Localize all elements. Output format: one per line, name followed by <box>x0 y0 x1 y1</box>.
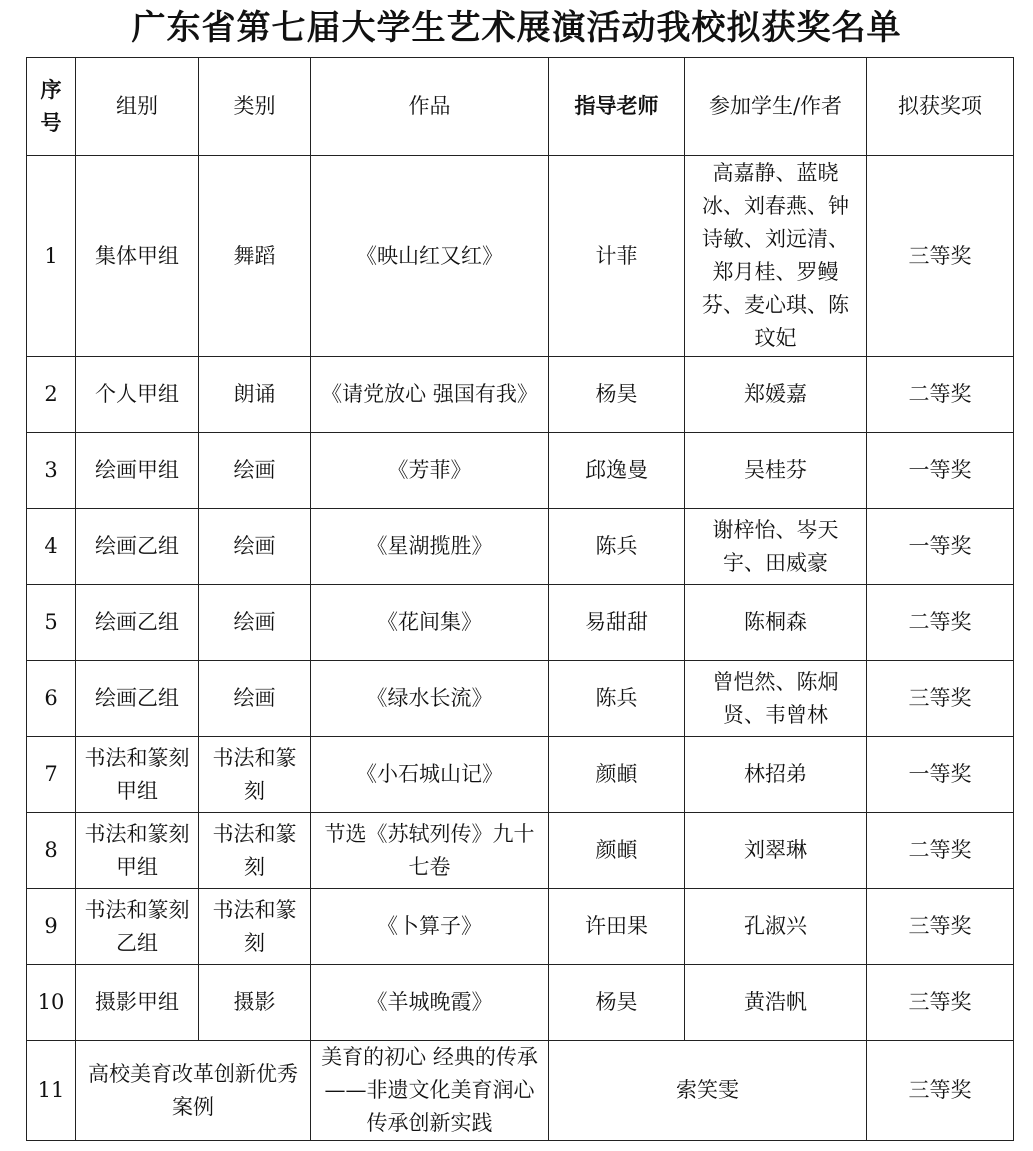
cell-category: 书法和篆刻 <box>199 889 311 965</box>
cell-index: 6 <box>27 661 76 737</box>
cell-award: 二等奖 <box>867 813 1014 889</box>
cell-group: 书法和篆刻甲组 <box>76 737 199 813</box>
cell-group: 集体甲组 <box>76 156 199 357</box>
cell-award: 一等奖 <box>867 509 1014 585</box>
table-row <box>27 357 1014 433</box>
cell-award: 三等奖 <box>867 661 1014 737</box>
cell-category: 书法和篆刻 <box>199 737 311 813</box>
cell-students: 谢梓怡、岑天宇、田威豪 <box>685 509 867 585</box>
cell-group: 绘画乙组 <box>76 661 199 737</box>
table-row <box>27 737 1014 813</box>
cell-work: 节选《苏轼列传》九十七卷 <box>311 813 549 889</box>
cell-students: 陈桐森 <box>685 585 867 661</box>
cell-award: 三等奖 <box>867 965 1014 1041</box>
header-group: 组别 <box>76 58 199 156</box>
cell-work: 《请党放心 强国有我》 <box>311 357 549 433</box>
cell-group: 绘画乙组 <box>76 585 199 661</box>
table-row <box>27 433 1014 509</box>
cell-category: 书法和篆刻 <box>199 813 311 889</box>
table-row <box>27 509 1014 585</box>
table-row <box>27 585 1014 661</box>
cell-index: 10 <box>27 965 76 1041</box>
header-award: 拟获奖项 <box>867 58 1014 156</box>
cell-index: 2 <box>27 357 76 433</box>
cell-students: 高嘉静、蓝晓冰、刘春燕、钟诗敏、刘远清、郑月桂、罗鳗芬、麦心琪、陈玟妃 <box>685 156 867 357</box>
cell-group: 个人甲组 <box>76 357 199 433</box>
cell-teacher: 颜頔 <box>549 737 685 813</box>
cell-index: 5 <box>27 585 76 661</box>
table-row <box>27 813 1014 889</box>
cell-index: 8 <box>27 813 76 889</box>
cell-work: 美育的初心 经典的传承——非遗文化美育润心传承创新实践 <box>311 1041 549 1141</box>
header-index: 序号 <box>27 58 76 156</box>
cell-award: 一等奖 <box>867 737 1014 813</box>
cell-award: 二等奖 <box>867 585 1014 661</box>
cell-group-category-merged: 高校美育改革创新优秀案例 <box>76 1041 311 1141</box>
cell-students: 林招弟 <box>685 737 867 813</box>
cell-group: 书法和篆刻乙组 <box>76 889 199 965</box>
cell-group: 书法和篆刻甲组 <box>76 813 199 889</box>
document-title: 广东省第七届大学生艺术展演活动我校拟获奖名单 <box>131 8 902 48</box>
cell-students: 曾恺然、陈炯贤、韦曾林 <box>685 661 867 737</box>
cell-category: 舞蹈 <box>199 156 311 357</box>
cell-index: 1 <box>27 156 76 357</box>
cell-work: 《芳菲》 <box>311 433 549 509</box>
cell-award: 三等奖 <box>867 1041 1014 1141</box>
cell-index: 7 <box>27 737 76 813</box>
cell-index: 4 <box>27 509 76 585</box>
cell-teacher: 许田果 <box>549 889 685 965</box>
cell-award: 一等奖 <box>867 433 1014 509</box>
cell-category: 绘画 <box>199 585 311 661</box>
cell-teacher: 易甜甜 <box>549 585 685 661</box>
cell-students: 吴桂芬 <box>685 433 867 509</box>
cell-award: 三等奖 <box>867 889 1014 965</box>
cell-category: 绘画 <box>199 509 311 585</box>
award-list-table <box>26 57 1014 1141</box>
cell-category: 绘画 <box>199 433 311 509</box>
table-row <box>27 661 1014 737</box>
cell-work: 《卜算子》 <box>311 889 549 965</box>
cell-group: 摄影甲组 <box>76 965 199 1041</box>
cell-teacher: 陈兵 <box>549 661 685 737</box>
cell-award: 三等奖 <box>867 156 1014 357</box>
cell-teacher: 杨昊 <box>549 965 685 1041</box>
cell-teacher: 颜頔 <box>549 813 685 889</box>
header-category: 类别 <box>199 58 311 156</box>
cell-work: 《小石城山记》 <box>311 737 549 813</box>
header-students: 参加学生/作者 <box>685 58 867 156</box>
cell-index: 3 <box>27 433 76 509</box>
cell-students: 郑媛嘉 <box>685 357 867 433</box>
cell-students: 黄浩帆 <box>685 965 867 1041</box>
table-header-row <box>27 58 1014 156</box>
cell-category: 绘画 <box>199 661 311 737</box>
table-row <box>27 1041 1014 1141</box>
cell-students: 孔淑兴 <box>685 889 867 965</box>
cell-category: 朗诵 <box>199 357 311 433</box>
cell-teacher: 邱逸曼 <box>549 433 685 509</box>
cell-index: 9 <box>27 889 76 965</box>
cell-work: 《星湖揽胜》 <box>311 509 549 585</box>
cell-work: 《映山红又红》 <box>311 156 549 357</box>
header-teacher: 指导老师 <box>549 58 685 156</box>
cell-group: 绘画乙组 <box>76 509 199 585</box>
cell-teacher: 计菲 <box>549 156 685 357</box>
cell-students: 刘翠琳 <box>685 813 867 889</box>
table-row <box>27 889 1014 965</box>
table-row <box>27 965 1014 1041</box>
cell-index: 11 <box>27 1041 76 1141</box>
cell-teacher: 杨昊 <box>549 357 685 433</box>
cell-work: 《花间集》 <box>311 585 549 661</box>
cell-teacher-students-merged: 索笑雯 <box>549 1041 867 1141</box>
cell-teacher: 陈兵 <box>549 509 685 585</box>
header-work: 作品 <box>311 58 549 156</box>
cell-group: 绘画甲组 <box>76 433 199 509</box>
cell-work: 《绿水长流》 <box>311 661 549 737</box>
cell-work: 《羊城晚霞》 <box>311 965 549 1041</box>
cell-category: 摄影 <box>199 965 311 1041</box>
table-row <box>27 156 1014 357</box>
cell-award: 二等奖 <box>867 357 1014 433</box>
